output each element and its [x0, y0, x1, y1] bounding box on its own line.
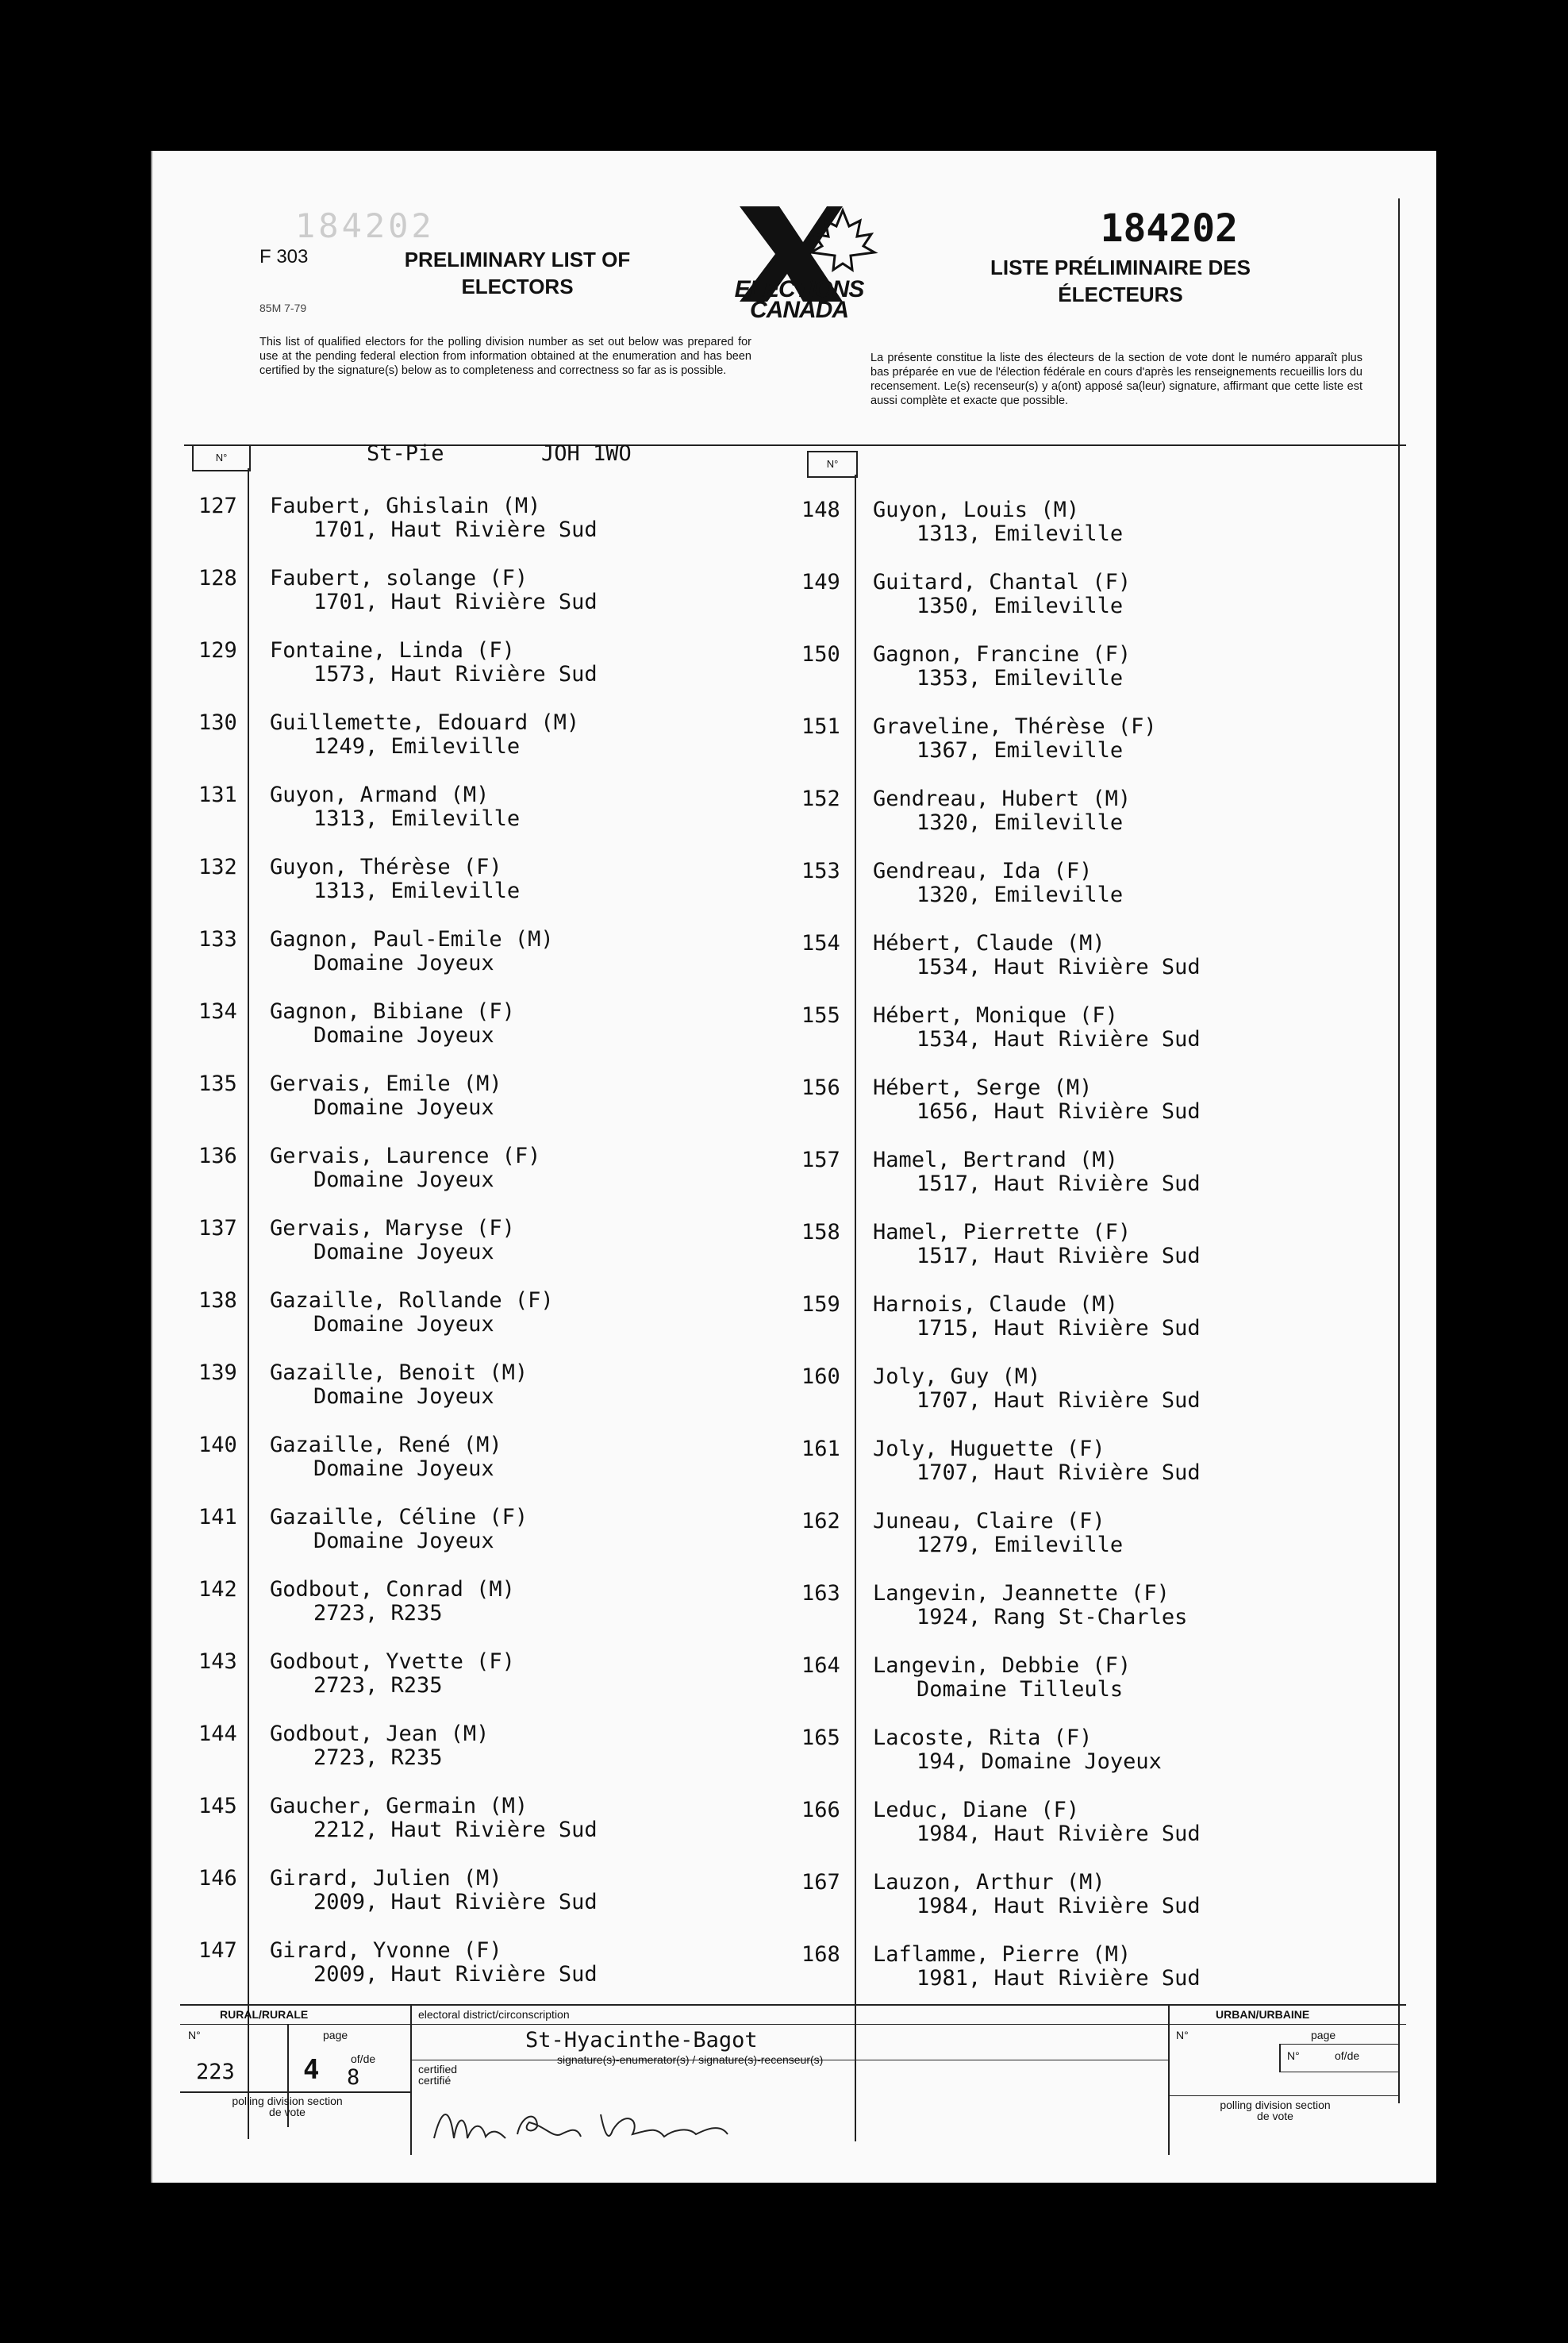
- elector-address: 1320, Emileville: [917, 883, 1124, 907]
- elector-record: [801, 1799, 1373, 1870]
- elector-name: Gervais, Laurence (F): [270, 1144, 541, 1168]
- elector-address: Domaine Joyeux: [313, 1023, 494, 1048]
- elector-number: 136: [198, 1144, 237, 1168]
- elector-record: [801, 1148, 1373, 1220]
- elector-name: Gazaille, Rollande (F): [270, 1288, 554, 1313]
- urban-no-label: N°: [1176, 2029, 1189, 2041]
- elector-record: [801, 571, 1373, 642]
- elector-record: [198, 1939, 770, 2010]
- elector-record: [198, 1650, 770, 1722]
- elector-number: 147: [198, 1938, 237, 1963]
- elector-number: 142: [198, 1577, 237, 1602]
- elector-number: 154: [801, 931, 840, 956]
- elector-record: [801, 1293, 1373, 1364]
- elector-name: Godbout, Conrad (M): [270, 1577, 515, 1602]
- place-name: St-Pie: [367, 441, 444, 466]
- elector-name: Hamel, Bertrand (M): [873, 1148, 1118, 1172]
- elector-name: Girard, Yvonne (F): [270, 1938, 502, 1963]
- elector-number: 131: [198, 783, 237, 807]
- elector-address: 1313, Emileville: [313, 806, 521, 831]
- elector-address: 1701, Haut Rivière Sud: [313, 590, 598, 614]
- elector-name: Faubert, Ghislain (M): [270, 494, 541, 518]
- elector-number: 158: [801, 1220, 840, 1245]
- elector-address: 2009, Haut Rivière Sud: [313, 1962, 598, 1987]
- elector-record: [198, 1217, 770, 1288]
- elector-number: 144: [198, 1722, 237, 1746]
- intro-english: This list of qualified electors for the polling division number as set out below was prepared for use at the pending federal election from information obtained at the enumeration and has been certified by the signature(s) below as to completeness and correctness so far as is possible.: [259, 336, 751, 377]
- elector-address: 2723, R235: [313, 1673, 443, 1698]
- elector-address: Domaine Joyeux: [313, 951, 494, 975]
- elector-name: Faubert, solange (F): [270, 566, 528, 591]
- elector-number: 150: [801, 642, 840, 667]
- elector-address: 1313, Emileville: [917, 521, 1124, 546]
- elector-number: 143: [198, 1649, 237, 1674]
- elector-number: 152: [801, 787, 840, 811]
- rural-page-label: page: [323, 2029, 348, 2041]
- elector-name: Fontaine, Linda (F): [270, 638, 515, 663]
- elector-name: Godbout, Jean (M): [270, 1722, 490, 1746]
- elector-address: Domaine Joyeux: [313, 1456, 494, 1481]
- elector-number: 151: [801, 714, 840, 739]
- elector-record: [198, 783, 770, 855]
- elector-address: Domaine Joyeux: [313, 1384, 494, 1409]
- elector-record: [198, 567, 770, 638]
- elector-address: 1981, Haut Rivière Sud: [917, 1966, 1201, 1991]
- elector-address: 1656, Haut Rivière Sud: [917, 1099, 1201, 1124]
- elector-address: 1517, Haut Rivière Sud: [917, 1244, 1201, 1268]
- electoral-district: St-Hyacinthe-Bagot: [525, 2028, 758, 2053]
- elector-number: 153: [801, 859, 840, 883]
- rural-label: RURAL/RURALE: [220, 2008, 309, 2021]
- enumerator-signature: [418, 2099, 775, 2154]
- elector-record: [198, 1072, 770, 1144]
- page-number: 4: [303, 2054, 320, 2086]
- elector-name: Gagnon, Francine (F): [873, 642, 1132, 667]
- elector-name: Langevin, Debbie (F): [873, 1653, 1132, 1678]
- elector-record: [801, 1510, 1373, 1581]
- elector-record: [198, 1433, 770, 1505]
- elector-name: Graveline, Thérèse (F): [873, 714, 1157, 739]
- elector-record: [198, 1578, 770, 1649]
- elector-number: 161: [801, 1437, 840, 1461]
- elector-record: [198, 1289, 770, 1360]
- footer-right-divider: [1168, 2004, 1170, 2155]
- elector-address: 2723, R235: [313, 1601, 443, 1625]
- elector-address: 1701, Haut Rivière Sud: [313, 517, 598, 542]
- elector-address: 194, Domaine Joyeux: [917, 1749, 1162, 1774]
- elector-name: Hamel, Pierrette (F): [873, 1220, 1132, 1245]
- elector-record: [198, 856, 770, 927]
- elector-address: Domaine Joyeux: [313, 1312, 494, 1337]
- elector-name: Hébert, Monique (F): [873, 1003, 1118, 1028]
- footer-mid-rule: [180, 2091, 410, 2093]
- elector-number: 128: [198, 566, 237, 591]
- urban-of-label: of/de: [1335, 2049, 1360, 2062]
- elector-number: 148: [801, 498, 840, 522]
- elector-record: [801, 1726, 1373, 1798]
- elector-address: 1924, Rang St-Charles: [917, 1605, 1188, 1629]
- page-total: 8: [347, 2065, 360, 2090]
- footer-second-rule: [180, 2024, 1406, 2025]
- elector-number: 139: [198, 1360, 237, 1385]
- elector-record: [198, 1145, 770, 1216]
- elector-number: 138: [198, 1288, 237, 1313]
- elector-number: 164: [801, 1653, 840, 1678]
- elector-name: Gendreau, Hubert (M): [873, 787, 1132, 811]
- elector-name: Lauzon, Arthur (M): [873, 1870, 1105, 1895]
- elector-name: Guyon, Thérèse (F): [270, 855, 502, 879]
- elector-record: [801, 498, 1373, 570]
- elector-number: 146: [198, 1866, 237, 1891]
- urban-page-label: page: [1311, 2029, 1336, 2041]
- elector-address: 1313, Emileville: [313, 879, 521, 903]
- elector-name: Hébert, Serge (M): [873, 1075, 1093, 1100]
- elector-address: 2009, Haut Rivière Sud: [313, 1890, 598, 1914]
- left-number-header: N°: [192, 444, 251, 471]
- elector-record: [801, 715, 1373, 787]
- elector-name: Gervais, Emile (M): [270, 1071, 502, 1096]
- elector-address: 2212, Haut Rivière Sud: [313, 1818, 598, 1842]
- elector-number: 155: [801, 1003, 840, 1028]
- elector-address: 1320, Emileville: [917, 810, 1124, 835]
- elector-record: [801, 643, 1373, 714]
- title-french: LISTE PRÉLIMINAIRE DES ÉLECTEURS: [990, 256, 1251, 306]
- elector-number: 134: [198, 999, 237, 1024]
- elector-number: 149: [801, 570, 840, 594]
- elector-name: Lacoste, Rita (F): [873, 1726, 1093, 1750]
- electors-list-sheet: [151, 151, 1436, 2183]
- elector-address: 1984, Haut Rivière Sud: [917, 1822, 1201, 1846]
- elector-number: 135: [198, 1071, 237, 1096]
- certified-label: certified certifié: [418, 2063, 458, 2087]
- elector-record: [198, 928, 770, 999]
- elector-name: Gagnon, Paul-Emile (M): [270, 927, 554, 952]
- elector-name: Gazaille, René (M): [270, 1433, 502, 1457]
- elector-address: 1707, Haut Rivière Sud: [917, 1388, 1201, 1413]
- polling-division-label: polling division section de vote: [232, 2095, 343, 2118]
- elector-address: 1249, Emileville: [313, 734, 521, 759]
- elector-number: 130: [198, 710, 237, 735]
- elector-address: 1573, Haut Rivière Sud: [313, 662, 598, 687]
- elector-number: 159: [801, 1292, 840, 1317]
- elector-address: Domaine Joyeux: [313, 1095, 494, 1120]
- elector-record: [198, 1867, 770, 1938]
- elector-number: 133: [198, 927, 237, 952]
- elector-record: [801, 1437, 1373, 1509]
- elector-record: [801, 1871, 1373, 1942]
- elector-record: [198, 1000, 770, 1071]
- elector-name: Guyon, Louis (M): [873, 498, 1080, 522]
- elector-record: [198, 494, 770, 566]
- elector-record: [198, 1722, 770, 1794]
- elector-number: 157: [801, 1148, 840, 1172]
- elector-record: [801, 1076, 1373, 1148]
- right-border-rule: [1398, 198, 1400, 2103]
- right-number-header: N°: [807, 451, 858, 478]
- form-code: 85M 7-79: [259, 302, 307, 314]
- elector-number: 160: [801, 1364, 840, 1389]
- urban-no-divider: [1279, 2044, 1281, 2072]
- footer-left-divider: [410, 2004, 412, 2155]
- elector-number: 129: [198, 638, 237, 663]
- elector-address: 1534, Haut Rivière Sud: [917, 1027, 1201, 1052]
- elector-address: 2723, R235: [313, 1745, 443, 1770]
- elector-record: [801, 932, 1373, 1003]
- elector-number: 141: [198, 1505, 237, 1529]
- elector-record: [801, 860, 1373, 931]
- elector-address: Domaine Tilleuls: [917, 1677, 1124, 1702]
- elector-number: 132: [198, 855, 237, 879]
- elector-address: Domaine Joyeux: [313, 1529, 494, 1553]
- elector-address: Domaine Joyeux: [313, 1240, 494, 1264]
- elector-address: Domaine Joyeux: [313, 1168, 494, 1192]
- elector-name: Hébert, Claude (M): [873, 931, 1105, 956]
- elector-number: 137: [198, 1216, 237, 1241]
- elector-record: [198, 1361, 770, 1433]
- elector-name: Leduc, Diane (F): [873, 1798, 1080, 1822]
- elector-address: 1279, Emileville: [917, 1533, 1124, 1557]
- footer-top-rule: [180, 2004, 1406, 2006]
- elector-record: [198, 1795, 770, 1866]
- elector-address: 1350, Emileville: [917, 594, 1124, 618]
- elector-record: [198, 639, 770, 710]
- elector-name: Laflamme, Pierre (M): [873, 1942, 1132, 1967]
- faded-stamp-number: 184202: [295, 206, 435, 245]
- elector-number: 163: [801, 1581, 840, 1606]
- elector-address: 1517, Haut Rivière Sud: [917, 1172, 1201, 1196]
- elector-number: 145: [198, 1794, 237, 1818]
- serial-number: 184202: [1100, 206, 1238, 251]
- urban-polling-label: polling division section de vote: [1220, 2099, 1331, 2122]
- elector-number: 140: [198, 1433, 237, 1457]
- elector-name: Gaucher, Germain (M): [270, 1794, 528, 1818]
- urban-box-top: [1279, 2044, 1398, 2045]
- intro-french: La présente constitue la liste des électeurs de la section de vote dont le numéro apparaît plus bas préparée en vue de l'élection fédérale en cours d'après les renseignements recueillis lors du recensement. Le(s) recenseur(s) y a(ont) apposé sa(leur) signature, affirmant que cette liste est aussi complète et exacte que possible.: [870, 352, 1362, 407]
- elector-number: 156: [801, 1075, 840, 1100]
- postal-code: JOH 1WO: [541, 441, 632, 466]
- elector-name: Gervais, Maryse (F): [270, 1216, 515, 1241]
- elector-number: 162: [801, 1509, 840, 1533]
- urban-box-no-label: N°: [1287, 2049, 1300, 2062]
- signature-label: signature(s)-enumerator(s) / signature(s)-recenseur(s): [557, 2053, 824, 2066]
- polling-division-number: 223: [196, 2060, 235, 2084]
- elector-name: Guyon, Armand (M): [270, 783, 490, 807]
- elector-record: [198, 711, 770, 783]
- elector-number: 166: [801, 1798, 840, 1822]
- title-english: PRELIMINARY LIST OF ELECTORS: [404, 248, 631, 298]
- elector-name: Gazaille, Benoit (M): [270, 1360, 528, 1385]
- rural-of-label: of/de: [351, 2053, 376, 2065]
- elector-record: [801, 1221, 1373, 1292]
- elector-number: 127: [198, 494, 237, 518]
- elector-record: [801, 1365, 1373, 1437]
- elector-address: 1715, Haut Rivière Sud: [917, 1316, 1201, 1341]
- elector-name: Joly, Guy (M): [873, 1364, 1041, 1389]
- elector-name: Langevin, Jeannette (F): [873, 1581, 1170, 1606]
- urban-bottom-rule: [1168, 2095, 1398, 2096]
- elector-name: Harnois, Claude (M): [873, 1292, 1118, 1317]
- elector-address: 1367, Emileville: [917, 738, 1124, 763]
- elector-name: Guitard, Chantal (F): [873, 570, 1132, 594]
- elector-address: 1534, Haut Rivière Sud: [917, 955, 1201, 979]
- form-number: F 303: [259, 246, 309, 267]
- elector-name: Godbout, Yvette (F): [270, 1649, 515, 1674]
- elector-address: 1707, Haut Rivière Sud: [917, 1460, 1201, 1485]
- elector-address: 1353, Emileville: [917, 666, 1124, 691]
- elector-number: 168: [801, 1942, 840, 1967]
- elector-name: Juneau, Claire (F): [873, 1509, 1105, 1533]
- logo-text: ELECTIONS CANADA: [734, 276, 864, 323]
- elector-name: Girard, Julien (M): [270, 1866, 502, 1891]
- rural-no-label: N°: [188, 2029, 201, 2041]
- elector-record: [801, 787, 1373, 859]
- urban-label: URBAN/URBAINE: [1216, 2008, 1310, 2021]
- elector-number: 165: [801, 1726, 840, 1750]
- elector-name: Joly, Huguette (F): [873, 1437, 1105, 1461]
- elector-name: Gazaille, Céline (F): [270, 1505, 528, 1529]
- elector-record: [801, 1654, 1373, 1726]
- elector-name: Guillemette, Edouard (M): [270, 710, 580, 735]
- elector-name: Gagnon, Bibiane (F): [270, 999, 515, 1024]
- elector-number: 167: [801, 1870, 840, 1895]
- district-label: electoral district/circonscription: [418, 2008, 570, 2021]
- elector-record: [198, 1506, 770, 1577]
- elector-name: Gendreau, Ida (F): [873, 859, 1093, 883]
- elector-record: [801, 1582, 1373, 1653]
- elector-address: 1984, Haut Rivière Sud: [917, 1894, 1201, 1918]
- elector-record: [801, 1004, 1373, 1075]
